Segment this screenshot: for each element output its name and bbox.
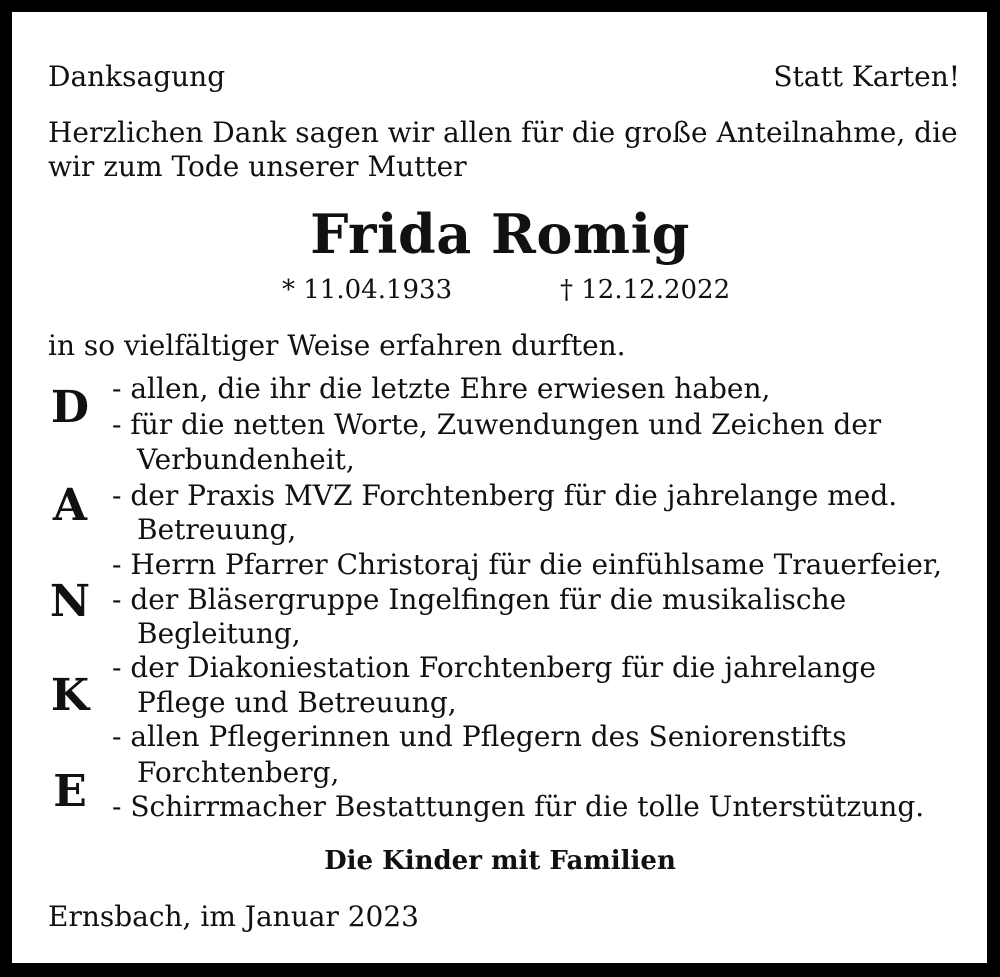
- thanks-line-cont: Begleitung,: [137, 617, 301, 650]
- thanks-line: - für die netten Worte, Zuwendungen und Zeichen der: [112, 408, 882, 441]
- place-and-date: Ernsbach, im Januar 2023: [48, 900, 419, 933]
- thanks-line-cont: Betreuung,: [137, 513, 297, 546]
- heading-statt-karten: Statt Karten!: [773, 60, 960, 93]
- heading-danksagung: Danksagung: [48, 60, 226, 93]
- thanks-line: - allen, die ihr die letzte Ehre erwiesen haben,: [112, 372, 771, 405]
- danke-letter-n: N: [49, 576, 91, 627]
- thanks-line-cont: Forchtenberg,: [137, 756, 340, 789]
- danke-letter-d: D: [50, 382, 90, 433]
- thanks-line: - der Praxis MVZ Forchtenberg für die jahrelange med.: [112, 479, 898, 512]
- thanks-line-cont: Verbundenheit,: [137, 443, 355, 476]
- intro-line-2: wir zum Tode unserer Mutter: [48, 150, 467, 183]
- birth-date: * 11.04.1933: [282, 275, 453, 305]
- continuation-text: in so vielfältiger Weise erfahren durften.: [48, 329, 626, 362]
- danke-letter-k: K: [50, 670, 90, 721]
- intro-line-1: Herzlichen Dank sagen wir allen für die große Anteilnahme, die: [48, 116, 958, 149]
- thanks-line: - Schirrmacher Bestattungen für die tolle Unterstützung.: [112, 790, 925, 823]
- signoff: Die Kinder mit Familien: [324, 846, 676, 876]
- danke-letter-a: A: [52, 480, 88, 531]
- thanks-line: - allen Pflegerinnen und Pflegern des Seniorenstifts: [112, 720, 847, 753]
- thanks-line: - Herrn Pfarrer Christoraj für die einfühlsame Trauerfeier,: [112, 548, 942, 581]
- thanks-line-cont: Pflege und Betreuung,: [137, 686, 457, 719]
- death-date: † 12.12.2022: [560, 275, 731, 305]
- danke-letter-e: E: [53, 766, 87, 817]
- thanks-line: - der Bläsergruppe Ingelfingen für die musikalische: [112, 583, 847, 616]
- deceased-name: Frida Romig: [310, 202, 690, 266]
- thanks-line: - der Diakoniestation Forchtenberg für die jahrelange: [112, 651, 876, 684]
